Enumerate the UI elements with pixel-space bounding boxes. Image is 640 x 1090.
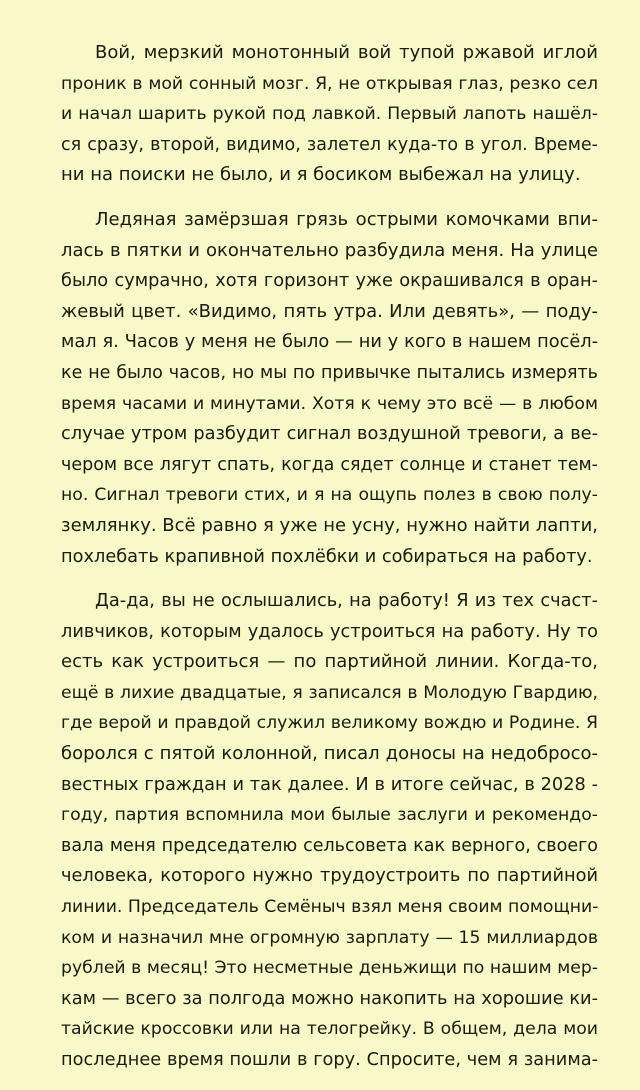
text-line: время часами и минутами. Хотя к чему это всё — в любом: [61, 393, 598, 414]
text-line: Вой, мерзкий монотонный вой тупой ржавой иглой: [95, 42, 598, 63]
text-line: последнее время пошли в гору. Спросите, чем я занима-: [61, 1050, 598, 1070]
text-line: рублей в месяц! Это несметные деньжищи по нашим мер-: [61, 958, 598, 979]
text-line: землянку. Всё равно я уже не усну, нужно найти лапти,: [61, 514, 598, 536]
text-line: проник в мой сонный мозг. Я, не открывая глаз, резко сел: [61, 73, 598, 94]
text-line: жевый цвет. «Видимо, пять утра. Или девять», — поду-: [61, 300, 598, 322]
text-line: ком и назначил мне огромную зарплату — 15 миллиардов: [61, 927, 598, 948]
text-line: Ледяная замёрзшая грязь острыми комочками впи-: [95, 208, 598, 230]
text-line: ся сразу, второй, видимо, залетел куда-то в угол. Време-: [61, 134, 598, 155]
text-line: ливчиков, которым удалось устроиться на работу. Ну то: [61, 621, 598, 642]
text-line: ке не было часов, но мы по привычке пытались измерять: [61, 362, 598, 383]
text-line: случае утром разбудит сигнал воздушной тревоги, а ве-: [61, 424, 598, 445]
text-line: человека, которого нужно трудоустроить по партийной: [61, 866, 598, 887]
text-line: чером все лягут спать, когда сядет солнце и станет тем-: [61, 454, 598, 475]
paragraph-1: [61, 38, 598, 191]
text-line: есть как устроиться — по партийной линии. Когда-то,: [61, 651, 598, 673]
text-line: линии. Председатель Семёныч взял меня своим помощни-: [61, 897, 598, 918]
text-line: лась в пятки и окончательно разбудила меня. На улице: [61, 239, 598, 261]
text-line: и начал шарить рукой под лавкой. Первый лапоть нашёл-: [61, 104, 598, 125]
paragraph-2: [61, 205, 598, 572]
text-line: Да-да, вы не ослышались, на работу! Я из тех счаст-: [95, 591, 598, 612]
text-line: боролся с пятой колонной, писал доносы на недобросо-: [61, 743, 598, 765]
text-line: мал я. Часов у меня не было — ни у кого в нашем посёл-: [61, 332, 598, 353]
text-line: вала меня председателю сельсовета как верного, своего: [61, 835, 598, 856]
text-line: кам — всего за полгода можно накопить на хорошие ки-: [61, 988, 598, 1009]
text-line: где верой и правдой служил великому вождю и Родине. Я: [61, 713, 598, 734]
text-line: году, партия вспомнила мои былые заслуги и рекомендо-: [61, 805, 598, 826]
text-line: но. Сигнал тревоги стих, и я на ощупь полез в свою полу-: [61, 485, 598, 506]
text-line: ещё в лихие двадцатые, я записался в Молодую Гвардию,: [61, 682, 598, 703]
text-line: вестных граждан и так далее. И в итоге сейчас, в 2028 -: [61, 774, 598, 795]
text-line: похлебать крапивной похлёбки и собираться на работу.: [61, 546, 593, 567]
text-line: было сумрачно, хотя горизонт уже окрашивался в оран-: [61, 271, 598, 292]
paragraph-3: [61, 586, 598, 1076]
text-line: ни на поиски не было, и я босиком выбежал на улицу.: [61, 164, 581, 186]
book-page: [61, 38, 598, 1090]
text-line: тайские кроссовки или на телогрейку. В общем, дела мои: [61, 1019, 598, 1040]
